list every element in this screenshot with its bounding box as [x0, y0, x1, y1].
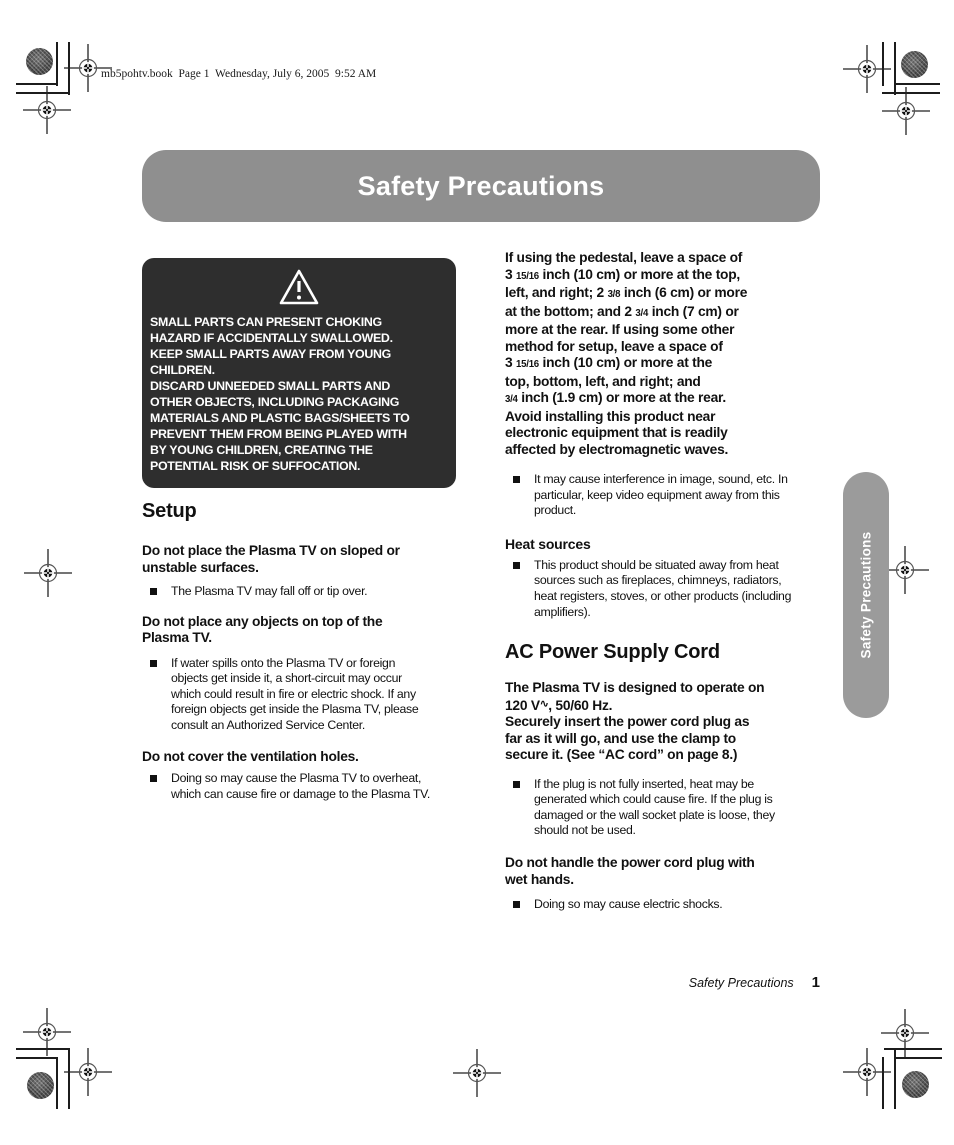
bullet-square-icon [513, 562, 520, 569]
instruction-heading: Do not handle the power cord plug with wet hands. [505, 855, 755, 887]
list-item [505, 558, 823, 620]
registration-mark-icon [453, 1049, 501, 1097]
chapter-side-tab-label: Safety Precautions [858, 531, 874, 659]
crop-mark-line [16, 1057, 58, 1059]
list-item-text: If water spills onto the Plasma TV or foreign objects get inside it, a short-circuit may occur which could result in fire or electric shock. If any foreign objects get inside the Plasma TV, please consult an Authorized Service Center. [171, 655, 419, 732]
crop-mark-line [56, 42, 58, 86]
list-item [505, 897, 823, 913]
warning-text: SMALL PARTS CAN PRESENT CHOKING HAZARD IF ACCIDENTALLY SWALLOWED. KEEP SMALL PARTS AWAY FROM YOUNG CHILDREN. DISCARD UNNEEDED SMALL PARTS AND OTHER OBJECTS, INCLUDING PACKAGING MATERIALS AND PLASTIC BAGS/SHEETS TO PREVENT THEM FROM BEING PLAYED WITH BY YOUNG CHILDREN, CREATING THE POTENTIAL RISK OF SUFFOCATION. [150, 315, 410, 473]
instruction-heading: Securely insert the power cord plug as far as it will go, and use the clamp to secure it. (See “AC cord” on page 8.) [505, 714, 750, 763]
page-title: Safety Precautions [357, 170, 605, 201]
crop-mark-line [894, 83, 940, 85]
left-column [142, 500, 458, 802]
registration-mark-icon [23, 86, 71, 134]
list-item-text: It may cause interference in image, sound, etc. In particular, keep video equipment away from this product. [534, 472, 788, 518]
list-item-text: Doing so may cause the Plasma TV to overheat, which can cause fire or damage to the Plasma TV. [171, 771, 431, 801]
footer-section-name: Safety Precautions [688, 976, 794, 990]
crop-mark-line [896, 1057, 942, 1059]
list-item [142, 656, 458, 734]
registration-mark-icon [881, 1009, 929, 1057]
list-item-text: The Plasma TV may fall off or tip over. [171, 584, 368, 598]
pedestal-spacing-instructions: If using the pedestal, leave a space of 3 15/16 inch (10 cm) or more at the top, left, and right; 2 3/8 inch (6 cm) or more at the bottom; and 2 3/4 inch (7 cm) or more at the rear. If using some other method for setup, leave a space of 3 15/16 inch (10 cm) or more at the top, bottom, left, and right; and 3/4 inch (1.9 cm) or more at the rear. Avoid installing this product near electronic equipment that is readily affected by electromagnetic waves. [505, 250, 748, 457]
crop-mark-line [894, 1048, 896, 1109]
choking-hazard-warning-box [142, 258, 456, 488]
section-heading-ac-power: AC Power Supply Cord [505, 641, 720, 664]
crop-mark-line [16, 83, 58, 85]
warning-triangle-icon [278, 268, 320, 306]
list-item [142, 584, 458, 600]
halftone-dot-icon [27, 1072, 54, 1099]
list-item-text: This product should be situated away from heat sources such as fireplaces, chimneys, radiators, heat registers, stoves, or other products (including amplifiers). [534, 557, 792, 619]
list-item [505, 777, 823, 839]
registration-mark-icon [882, 87, 930, 135]
list-item [505, 472, 823, 519]
registration-mark-icon [24, 549, 72, 597]
subheading-heat-sources: Heat sources [505, 535, 591, 552]
bullet-square-icon [513, 901, 520, 908]
instruction-heading: The Plasma TV is designed to operate on 120 V∿, 50/60 Hz. [505, 680, 765, 713]
document-header-line: mb5pohtv.book Page 1 Wednesday, July 6, 2005 9:52 AM [101, 68, 377, 80]
chapter-side-tab [843, 472, 889, 718]
bullet-square-icon [150, 775, 157, 782]
halftone-dot-icon [901, 51, 928, 78]
right-column [505, 250, 823, 913]
bullet-square-icon [513, 476, 520, 483]
halftone-dot-icon [902, 1071, 929, 1098]
bullet-square-icon [150, 660, 157, 667]
instruction-heading: Do not place any objects on top of the Plasma TV. [142, 613, 383, 646]
crop-mark-line [56, 1057, 58, 1109]
halftone-dot-icon [26, 48, 53, 75]
title-banner [142, 150, 820, 222]
list-item-text: If the plug is not fully inserted, heat may be generated which could cause fire. If the plug is damaged or the wall socket plate is loose, they should not be used. [534, 776, 775, 838]
section-heading-setup: Setup [142, 500, 197, 522]
instruction-heading: Do not cover the ventilation holes. [142, 748, 359, 764]
list-item-text: Doing so may cause electric shocks. [534, 897, 723, 912]
page-footer [505, 974, 820, 991]
instruction-heading: Do not place the Plasma TV on sloped or unstable surfaces. [142, 543, 400, 575]
page-number: 1 [811, 974, 820, 991]
list-item [142, 771, 458, 802]
bullet-square-icon [150, 588, 157, 595]
registration-mark-icon [843, 45, 891, 93]
registration-mark-icon [64, 1048, 112, 1096]
bullet-square-icon [513, 781, 520, 788]
